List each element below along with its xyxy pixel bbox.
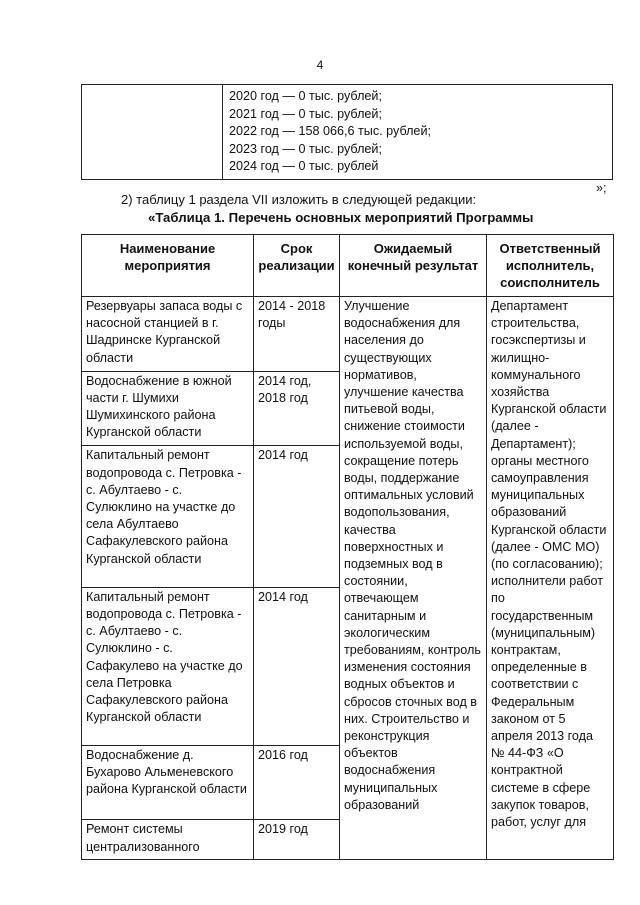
table-row xyxy=(82,297,614,372)
funding-line: 2021 год — 0 тыс. рублей; xyxy=(229,106,382,121)
activity-name: Капитальный ремонт водопровода с. Петровка - с. Абултаево - с. Сулюклино - с. Сафакулево на участке до села Петровка Сафакулевского района Курганской области xyxy=(82,587,254,745)
activity-name: Водоснабжение в южной части г. Шумихи Шумихинского района Курганской области xyxy=(82,371,254,446)
result-text: Улучшение водоснабжения для населения до существующих нормативов, улучшение качества питьевой воды, снижение стоимости используемой воды, сокращение потерь воды, поддержание оптимальных условий водопользования, качества поверхностных и подземных вод в состоянии, отвечающем санитарным и экологическим требованиям, контроль изменения состояния водных объектов и сбросов сточных вод в них. Строительство и реконструкция объектов водоснабжения муниципальных образований xyxy=(344,299,481,812)
closing-quote: »; xyxy=(596,181,607,195)
header-name: Наименование мероприятия xyxy=(82,235,254,297)
activity-name-text: Ремонт системы централизованного xyxy=(86,822,200,854)
header-row xyxy=(82,235,614,297)
activity-term: 2016 год xyxy=(254,745,340,820)
funding-line: 2020 год — 0 тыс. рублей; xyxy=(229,89,382,103)
funding-cell xyxy=(223,85,613,180)
executor-text: Департамент строительства, госэкспертизы и жилищно-коммунального хозяйства Курганской области (далее - Департамент); органы местного самоуправления муниципальных образований Курганской области (далее - ОМС МО) (по согласованию); исполнители работ по государственным (муниципальным) контрактам, определенные в соответствии с Федеральным законом от 5 апреля 2013 года № 44-ФЗ «О контрактной системе в сфере закупок товаров, работ, услуг для xyxy=(491,299,607,830)
activity-name: Капитальный ремонт водопровода с. Петровка - с. Абултаево - с. Сулюклино на участке до села Абултаево Сафакулевского района Курганской области xyxy=(82,446,254,587)
header-result: Ожидаемый конечный результат xyxy=(340,235,487,297)
activity-term: 2014 год xyxy=(254,587,340,745)
activity-term: 2014 - 2018 годы xyxy=(254,297,340,372)
activity-name xyxy=(82,820,254,860)
header-term: Срок реализации xyxy=(254,235,340,297)
result-cell xyxy=(340,297,487,860)
funding-table xyxy=(81,84,613,180)
table-title: «Таблица 1. Перечень основных мероприятий Программы xyxy=(148,210,534,225)
activity-name: Водоснабжение д. Бухарово Альменевского района Курганской области xyxy=(82,745,254,820)
activity-term: 2019 год xyxy=(254,820,340,860)
funding-line: 2023 год — 0 тыс. рублей; xyxy=(229,141,382,156)
activities-table xyxy=(81,234,614,860)
header-executor: Ответственный исполнитель, соисполнитель xyxy=(487,235,614,297)
page-number: 4 xyxy=(316,58,324,72)
empty-cell xyxy=(82,85,223,180)
activity-name: Резервуары запаса воды с насосной станцией в г. Шадринске Курганской области xyxy=(82,297,254,372)
activity-term: 2014 год xyxy=(254,446,340,587)
activity-term: 2014 год, 2018 год xyxy=(254,371,340,446)
funding-line: 2024 год — 0 тыс. рублей xyxy=(229,159,379,173)
funding-line: 2022 год — 158 066,6 тыс. рублей; xyxy=(229,124,431,138)
executor-cell xyxy=(487,297,614,860)
intro-text: 2) таблицу 1 раздела VII изложить в следующей редакции: xyxy=(121,192,477,207)
